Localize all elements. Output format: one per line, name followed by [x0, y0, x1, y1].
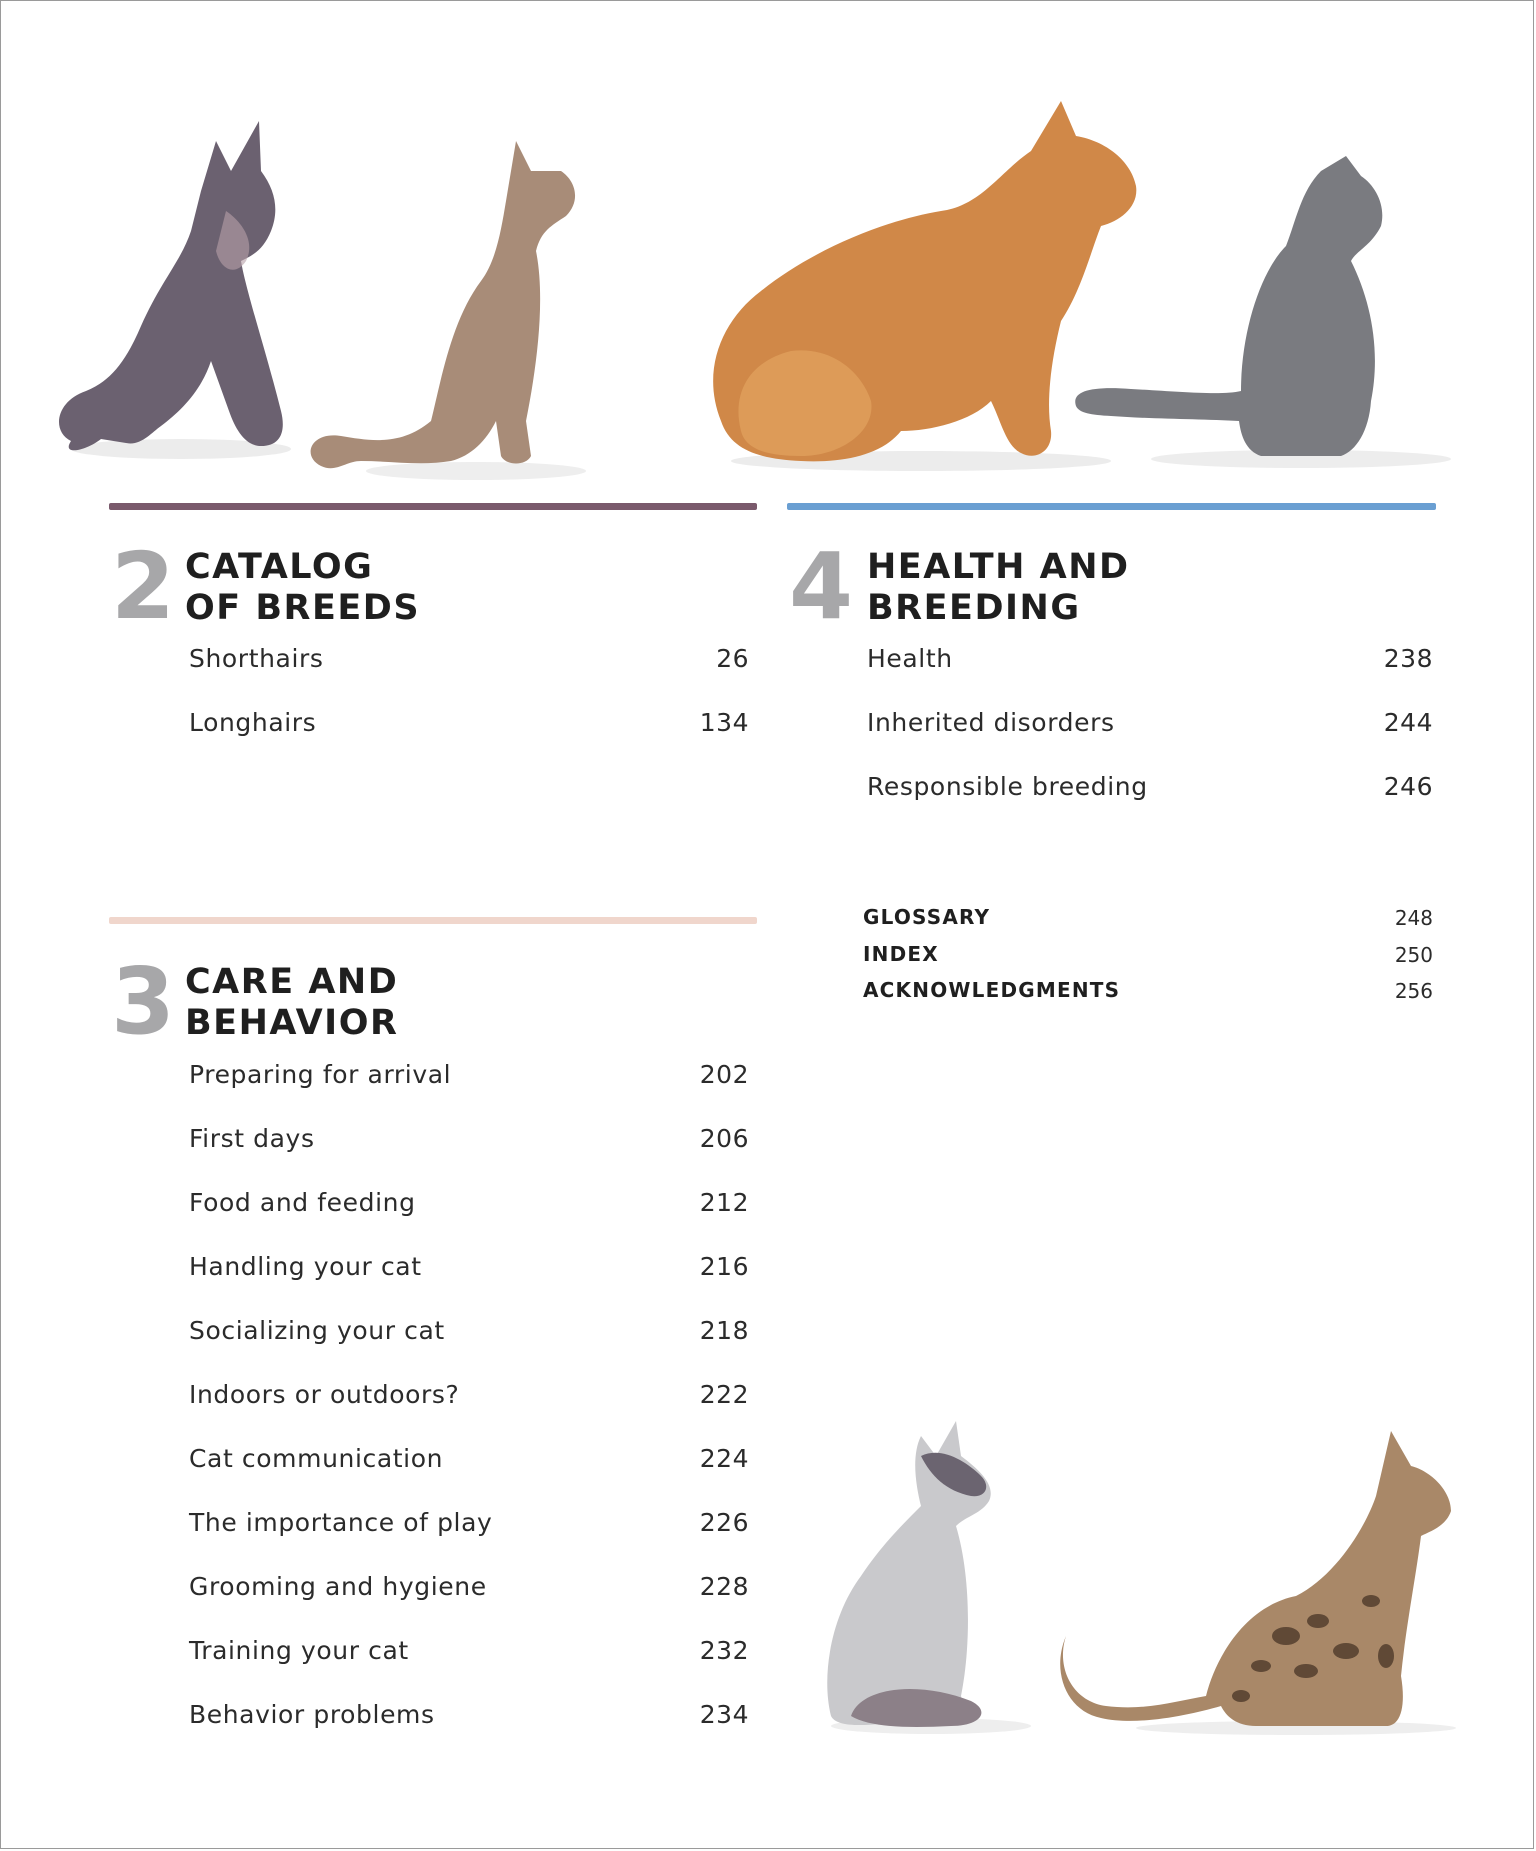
section-number: 4: [789, 533, 850, 640]
section-3-heading: [111, 948, 711, 1055]
toc-entry[interactable]: [189, 1187, 749, 1251]
back-matter-entry[interactable]: [863, 977, 1433, 1014]
toc-entry[interactable]: [189, 643, 749, 707]
toc-label: Socializing your cat: [189, 1316, 445, 1345]
section-3-rule: [109, 917, 757, 924]
toc-label: Training your cat: [189, 1636, 409, 1665]
toc-entry[interactable]: [189, 1379, 749, 1443]
back-matter-label: INDEX: [863, 941, 939, 966]
section-2-toc: [189, 643, 749, 771]
section-title: CATALOG OF BREEDS: [185, 547, 421, 628]
section-title: HEALTH AND BREEDING: [867, 547, 1130, 628]
toc-entry[interactable]: [189, 1635, 749, 1699]
section-4-toc: [867, 643, 1433, 835]
toc-page-number: 226: [699, 1508, 749, 1537]
toc-entry[interactable]: [189, 1699, 749, 1763]
section-number: 3: [111, 948, 172, 1055]
section-2-heading: [111, 533, 711, 640]
toc-page-number: 222: [699, 1380, 749, 1409]
toc-entry[interactable]: [867, 771, 1433, 835]
toc-page-number: 246: [1383, 772, 1433, 801]
toc-entry[interactable]: [189, 1507, 749, 1571]
back-matter-page-number: 250: [1394, 942, 1433, 967]
section-3-toc: [189, 1059, 749, 1763]
toc-entry[interactable]: [189, 1123, 749, 1187]
scottish-fold-cat-image: [1071, 151, 1461, 471]
toc-entry[interactable]: [189, 1059, 749, 1123]
toc-page-number: 234: [699, 1700, 749, 1729]
section-title: CARE AND BEHAVIOR: [185, 962, 399, 1043]
toc-entry[interactable]: [189, 1315, 749, 1379]
back-matter-page-number: 256: [1394, 979, 1433, 1003]
section-number: 2: [111, 533, 172, 640]
bengal-cat-image: [1056, 1426, 1486, 1736]
toc-page-number: 212: [699, 1188, 749, 1217]
toc-label: Preparing for arrival: [189, 1060, 452, 1089]
toc-entry[interactable]: [189, 1251, 749, 1315]
toc-entry[interactable]: [189, 707, 749, 771]
back-matter-page-number: 248: [1394, 906, 1433, 930]
sphynx-cat-image: [31, 111, 291, 461]
back-matter-label: ACKNOWLEDGMENTS: [863, 978, 1121, 1002]
toc-label: Grooming and hygiene: [189, 1572, 487, 1601]
toc-page-number: 206: [699, 1124, 749, 1153]
toc-page-number: 238: [1383, 644, 1433, 673]
toc-label: Shorthairs: [189, 644, 324, 673]
toc-entry[interactable]: [867, 643, 1433, 707]
toc-page-number: 216: [699, 1252, 749, 1281]
toc-page-number: 134: [699, 708, 749, 737]
toc-page-number: 232: [699, 1636, 749, 1665]
toc-label: Food and feeding: [189, 1188, 416, 1217]
back-matter-entry[interactable]: [863, 904, 1433, 941]
toc-label: Cat communication: [189, 1444, 444, 1473]
toc-label: Handling your cat: [189, 1252, 422, 1281]
toc-label: Indoors or outdoors?: [189, 1380, 460, 1409]
back-matter-label: GLOSSARY: [863, 905, 991, 929]
toc-label: Longhairs: [189, 708, 317, 737]
section-4-heading: [789, 533, 1429, 640]
section-4-rule: [787, 503, 1436, 510]
toc-label: The importance of play: [189, 1508, 493, 1537]
toc-entry[interactable]: [189, 1443, 749, 1507]
toc-page-number: 228: [699, 1572, 749, 1601]
balinese-cat-image: [821, 1416, 1081, 1736]
toc-page-number: 218: [699, 1316, 749, 1345]
toc-entry[interactable]: [189, 1571, 749, 1635]
toc-label: Responsible breeding: [867, 772, 1148, 801]
toc-page-number: 26: [716, 644, 749, 673]
toc-label: Inherited disorders: [867, 708, 1115, 737]
toc-entry[interactable]: [867, 707, 1433, 771]
toc-page-number: 224: [699, 1444, 749, 1473]
section-2-rule: [109, 503, 757, 510]
toc-page-number: 244: [1383, 708, 1433, 737]
back-matter-list: [863, 904, 1433, 1014]
back-matter-entry[interactable]: [863, 941, 1433, 978]
toc-label: First days: [189, 1124, 315, 1153]
toc-label: Behavior problems: [189, 1700, 435, 1729]
toc-page-number: 202: [699, 1060, 749, 1089]
oriental-shorthair-cat-image: [301, 121, 591, 481]
toc-label: Health: [867, 644, 953, 673]
